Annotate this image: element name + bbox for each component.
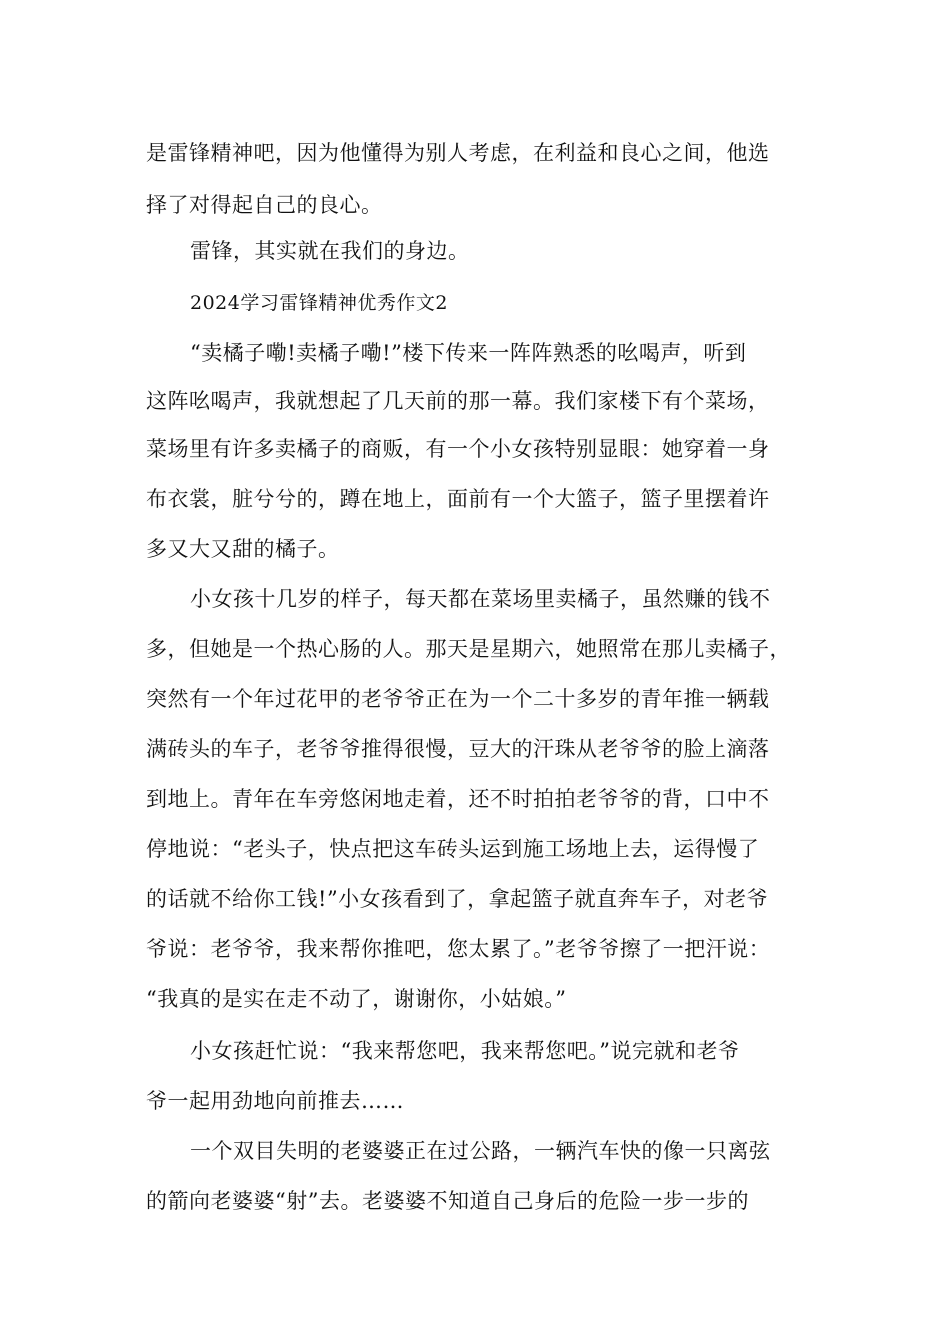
section-heading: 2024学习雷锋精神优秀作文2 [190, 292, 448, 314]
text-line: 爷说：老爷爷，我来帮你推吧，您太累了。”老爷爷擦了一把汗说： [146, 937, 771, 961]
text-line: 是雷锋精神吧，因为他懂得为别人考虑，在利益和良心之间，他选 [146, 141, 770, 165]
text-line: “我真的是实在走不动了，谢谢你，小姑娘。” [146, 987, 567, 1011]
text-line: “卖橘子嘞!卖橘子嘞!”楼下传来一阵阵熟悉的吆喝声，听到 [190, 341, 747, 365]
text-line: 的话就不给你工钱!”小女孩看到了，拿起篮子就直奔车子，对老爷 [146, 887, 769, 911]
text-line: 到地上。青年在车旁悠闲地走着，还不时拍拍老爷爷的背，口中不 [146, 787, 770, 811]
text-line: 菜场里有许多卖橘子的商贩，有一个小女孩特别显眼：她穿着一身 [146, 437, 770, 461]
text-line: 多，但她是一个热心肠的人。那天是星期六，她照常在那儿卖橘子， [146, 637, 791, 661]
text-line: 满砖头的车子，老爷爷推得很慢，豆大的汗珠从老爷爷的脸上滴落 [146, 737, 770, 761]
text-line: 停地说：“老头子，快点把这车砖头运到施工场地上去，运得慢了 [146, 837, 760, 861]
text-line: 多又大又甜的橘子。 [146, 537, 340, 561]
text-line: 小女孩赶忙说：“我来帮您吧，我来帮您吧。”说完就和老爷 [190, 1039, 740, 1063]
text-line: 突然有一个年过花甲的老爷爷正在为一个二十多岁的青年推一辆载 [146, 687, 770, 711]
text-line: 的箭向老婆婆“射”去。老婆婆不知道自己身后的危险一步一步的 [146, 1189, 749, 1213]
text-line: 这阵吆喝声，我就想起了几天前的那一幕。我们家楼下有个菜场， [146, 389, 770, 413]
text-line: 爷一起用劲地向前推去…… [146, 1089, 404, 1113]
text-line: 雷锋，其实就在我们的身边。 [190, 239, 470, 263]
text-line: 择了对得起自己的良心。 [146, 193, 383, 217]
text-line: 布衣裳，脏兮兮的，蹲在地上，面前有一个大篮子，篮子里摆着许 [146, 487, 770, 511]
text-line: 小女孩十几岁的样子，每天都在菜场里卖橘子，虽然赚的钱不 [190, 587, 771, 611]
text-line: 一个双目失明的老婆婆正在过公路，一辆汽车快的像一只离弦 [190, 1139, 771, 1163]
